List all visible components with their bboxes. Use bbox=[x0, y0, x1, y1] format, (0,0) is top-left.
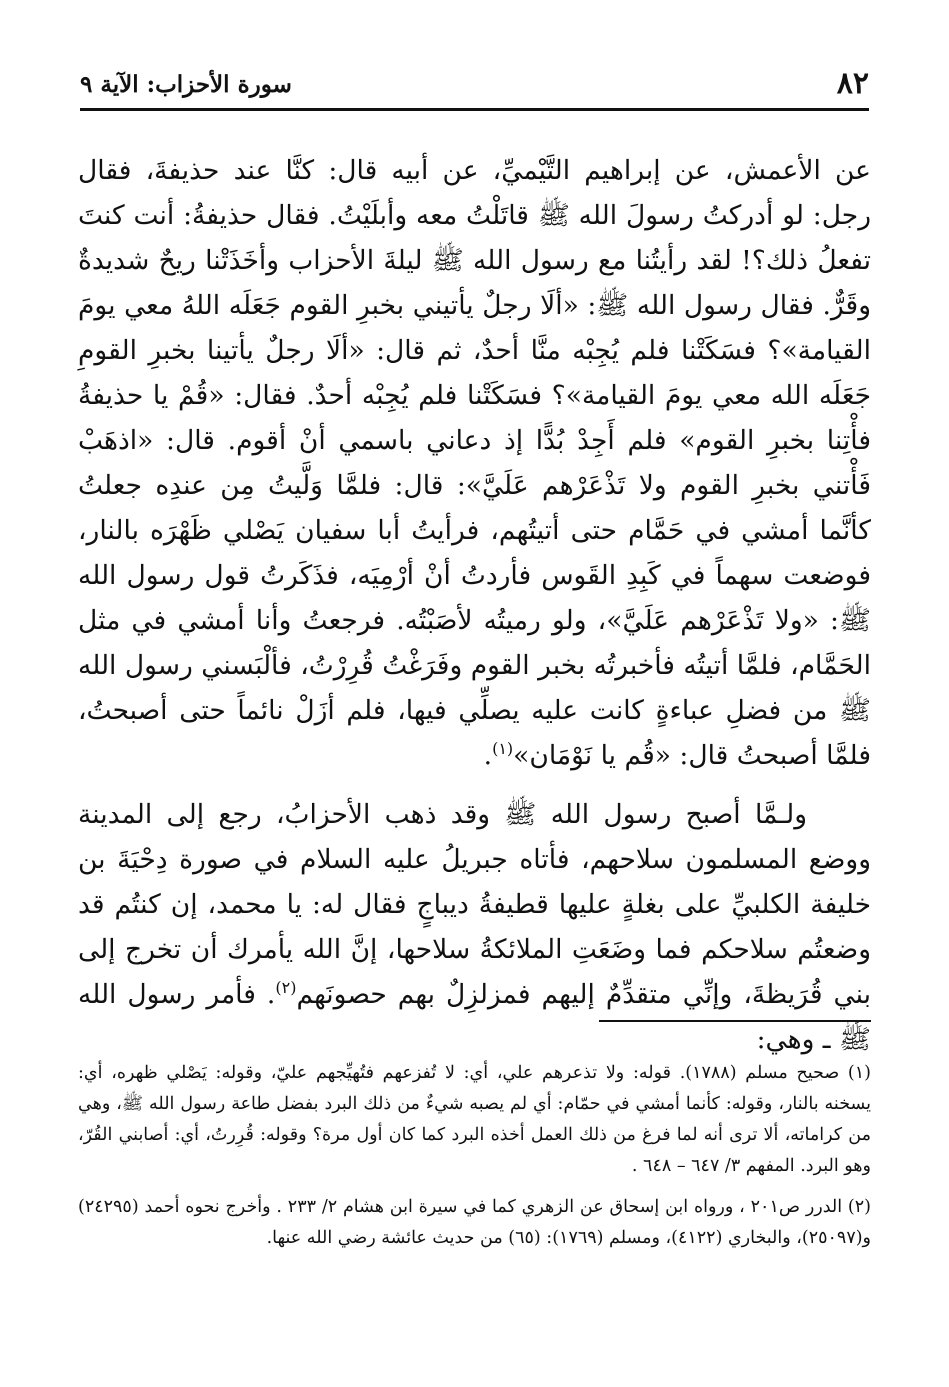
page-header bbox=[80, 64, 869, 111]
surah-title: سورة الأحزاب: الآية ٩ bbox=[80, 71, 292, 98]
paragraph bbox=[78, 148, 871, 778]
paragraph-text: عن الأعمش، عن إبراهيم التَّيْميِّ، عن أبيه قال: كنَّا عند حذيفةَ، فقال رجل: لو أدركتُ رسولَ الله ﷺ قاتَلْتُ معه وأبلَيْتُ. فقال حذيفةُ: أنت كنتَ تفعلُ ذلك؟! لقد رأيتُنا مع رسول الله ﷺ ليلةَ الأحزاب وأخَذَتْنا ريحٌ شديدةٌ وقَرٌّ. فقال رسول الله ﷺ: «ألَا رجلٌ يأتيني بخبرِ القوم جَعَلَه اللهُ معي يومَ القيامة»؟ فسَكَتْنا فلم يُجِبْه منَّا أحدٌ، ثم قال: «ألَا رجلٌ يأتينا بخبرِ القومِ جَعَلَه الله معي يومَ القيامة»؟ فسَكَتْنا فلم يُجِبْه أحدٌ. فقال: «قُمْ يا حذيفةُ فأْتِنا بخبرِ القوم» فلم أَجِدْ بُدًّا إذ دعاني باسمي أنْ أقوم. قال: «اذهَبْ فَأْتني بخبرِ القوم ولا تَذْعَرْهم عَلَيَّ»: قال: فلمَّا وَلَّيتُ مِن عندِه جعلتُ كأنَّما أمشي في حَمَّام حتى أتيتُهم، فرأيتُ أبا سفيان يَصْلي ظَهْرَه بالنار، فوضعت سهماً في كَبِدِ القَوس فأردتُ أنْ أرْمِيَه، فذَكَرتُ قول رسول الله ﷺ: «ولا تَذْعَرْهم عَلَيَّ»، ولو رميتُه لأصَبْتُه. فرجعتُ وأنا أمشي في مثل الحَمَّام، فلمَّا أتيتُه فأخبرتُه بخبر القوم وفَرَغْتُ قُرِرْتُ، فألْبَسني رسول الله ﷺ من فضلِ عباءةٍ كانت عليه يصلِّي فيها، فلم أزَلْ نائماً حتى أصبحتُ، فلمَّا أصبحتُ قال: «قُم يا نَوْمَان» bbox=[78, 155, 871, 771]
paragraph-end: . bbox=[483, 740, 493, 771]
footnotes bbox=[78, 1058, 871, 1264]
footnote-ref: (٢) bbox=[275, 978, 297, 998]
footnote-ref: (١) bbox=[492, 739, 514, 759]
footnote: (٢) الدرر ص٢٠١ ، ورواه ابن إسحاق عن الزهري كما في سيرة ابن هشام ٢/ ٢٣٣ . وأخرج نحوه أحمد (٢٤٢٩٥) و(٢٥٠٩٧)، والبخاري (٤١٢٢)، ومسلم (١٧٦٩): (٦٥) من حديث عائشة رضي الله عنها. bbox=[78, 1197, 871, 1248]
paragraph-text: ولـمَّا أصبح رسول الله ﷺ وقد ذهب الأحزابُ، رجع إلى المدينة ووضع المسلمون سلاحهم، فأتاه جبريلُ عليه السلام في صورة دِحْيَةَ بن خليفة الكلبيِّ على بغلةٍ عليها قطيفةُ ديباجٍ فقال له: يا محمد، إن كنتُم قد وضعتُم سلاحكم فما وضَعَتِ الملائكةُ سلاحها، إنَّ الله يأمرك أن تخرج إلى بني قُرَيظةَ، وإنِّي متقدِّمٌ إليهم فمزلزِلٌ بهم حصونَهم bbox=[78, 799, 871, 1010]
page-number: ٨٢ bbox=[836, 66, 869, 101]
footnote-separator bbox=[599, 1020, 871, 1022]
paragraph-end: . فأمر رسول الله ﷺ ـ وهي: bbox=[78, 979, 871, 1055]
main-text bbox=[78, 148, 871, 1062]
footnote: (١) صحيح مسلم (١٧٨٨). قوله: ولا تذعرهم علي، أي: لا تُفزعهم فتُهيِّجهم عليّ، وقوله: يَصْلي ظهره، أي: يسخنه بالنار، وقوله: كأنما أمشي في حمّام: أي لم يصبه شيءٌ من ذلك البرد بفضل طاعة رسول الله ﷺ، وهي من كراماته، ألا ترى أنه لما فرغ من ذلك العمل أخذه البرد كما كان أول مرة؟ وقوله: قُرِرتُ، أي: أصابني القُرّ، وهو البرد. المفهم ٣/ ٦٤٧ – ٦٤٨ . bbox=[78, 1063, 871, 1176]
